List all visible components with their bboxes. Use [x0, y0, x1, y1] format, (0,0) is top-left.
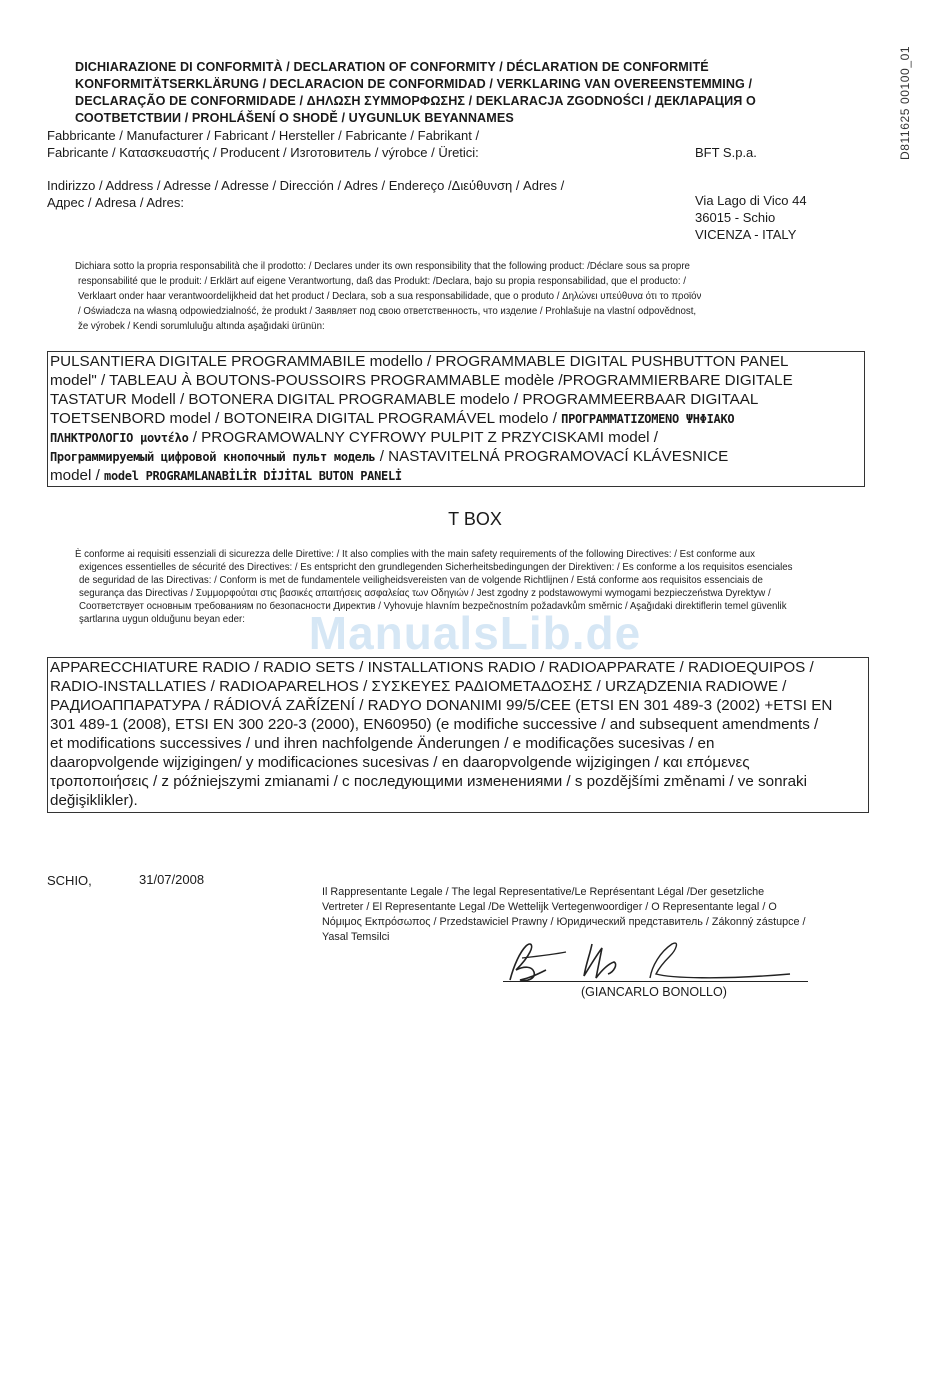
complies-line: segurança das Directivas / Συμμορφούται στις βασικές απαιτήσεις ασφαλείας των Οδηγιών / Jest zgodny z podstawowymi wymogami bezpieczeństwa Dyrektyw /	[79, 588, 771, 599]
product-line	[50, 409, 734, 429]
address-line: Via Lago di Vico 44	[695, 193, 807, 208]
declares-line: Verklaart onder haar verantwoordelijkheid dat het product / Declara, sob a sua responsabilidade, que o produto / Δηλώνει υπεύθυνα ότι το προϊόν	[78, 291, 702, 302]
product-line-russian: Программируемый цифровой кнопочный пульт модель	[50, 450, 376, 464]
representative-line: Il Rappresentante Legale / The legal Representative/Le Représentant Légal /Der gesetzliche	[322, 886, 765, 898]
place: SCHIO,	[47, 873, 92, 888]
declares-line: Dichiara sotto la propria responsabilità che il prodotto: / Declares under its own responsibility that the following product: /Déclare sous sa propre	[75, 261, 690, 272]
declares-line: / Oświadcza na własną odpowiedzialność, że produkt / Заявляет под свою ответственность, что изделие / Prohlašuje na vlastní odpovědnost,	[78, 306, 697, 317]
directive-line: RADIO-INSTALLATIES / RADIOAPARELHOS / ΣΥΣΚΕΥΕΣ ΡΑΔΙΟΜΕΤΑΔΟΣΗΣ / URZĄDZENIA RADIOWE /	[50, 678, 787, 695]
directive-line: 301 489-1 (2008), ETSI EN 300 220-3 (2000), EN60950) (e modifiche successive / and subsequent amendments /	[50, 716, 819, 733]
title-line: DECLARAÇÃO DE CONFORMIDADE / ΔΗΛΩΣΗ ΣΥΜΜΟΡΦΩΣΗΣ / DEKLARACJA ZGODNOŚCI / ДЕКЛАРАЦИЯ О	[75, 94, 756, 108]
manufacturer-label: Fabbricante / Manufacturer / Fabricant / Hersteller / Fabricante / Fabrikant /	[47, 128, 480, 143]
product-line: TASTATUR Modell / BOTONERA DIGITAL PROGRAMABLE modelo / PROGRAMMEERBAAR DIGITAAL	[50, 391, 759, 408]
directive-line: APPARECCHIATURE RADIO / RADIO SETS / INSTALLATIONS RADIO / RADIOAPPARATE / RADIOEQUIPOS /	[50, 659, 814, 676]
signatory-name: (GIANCARLO BONOLLO)	[581, 985, 727, 999]
signature-line	[503, 981, 808, 982]
title-line: СООТВЕТСТВИИ / PROHLÁŠENÍ O SHODĚ / UYGUNLUK BEYANNAMES	[75, 111, 514, 125]
document-code: D811625 00100_01	[898, 45, 912, 160]
directive-line: τροποποιήσεις / z późniejszymi zmianami / с последующими изменениями / s pozdějšími změnami / ve sonraki	[50, 773, 807, 790]
directive-line: değişiklikler).	[50, 792, 138, 809]
product-line-part: / NASTAVITELNÁ PROGRAMOVACÍ KLÁVESNICE	[375, 448, 729, 465]
product-line: PULSANTIERA DIGITALE PROGRAMMABILE modello / PROGRAMMABLE DIGITAL PUSHBUTTON PANEL	[50, 353, 789, 370]
product-line-greek: ΠΡΟΓΡΑΜΜΑΤΙΖΟΜΕΝΟ ΨΗΦΙΑΚΟ	[561, 412, 735, 426]
product-line-part: model /	[50, 467, 105, 484]
product-line	[50, 447, 728, 467]
complies-line: Соответствует основным требованиям по безопасности Директив / Vyhovuje hlavním bezpečnostním požadavkům směrnic / Aşağıdaki direktiflerin temel güvenlik	[79, 601, 787, 612]
directive-line: daaropvolgende wijzigingen/ y modificaciones sucesivas / en daaropvolgende wijzigingen / και επόμενες	[50, 754, 750, 771]
product-line-part: TOETSENBORD model / BOTONEIRA DIGITAL PROGRAMÁVEL modelo /	[50, 410, 562, 427]
product-line-greek: ΠΛΗΚΤΡΟΛΟΓΙΟ μοντέλο	[50, 431, 189, 445]
complies-line: de seguridad de las Directivas: / Conform is met de fundamentele veiligheidsvereisten van de volgende Richtlijnen / Está conforme aos requisitos essenciais de	[79, 575, 763, 586]
address-label: Indirizzo / Address / Adresse / Adresse / Dirección / Adres / Endereço /Διεύθυνση / Adres /	[47, 178, 565, 193]
address-line: 36015 - Schio	[695, 210, 776, 225]
complies-line: È conforme ai requisiti essenziali di sicurezza delle Direttive: / It also complies with the main safety requirements of the following Directives: / Est conforme aux	[75, 549, 756, 560]
declares-line: že výrobek / Kendi sorumluluğu altında aşağıdaki ürünün:	[78, 321, 325, 332]
product-line	[50, 466, 402, 486]
product-line-part: / PROGRAMOWALNY CYFROWY PULPIT Z PRZYCISKAMI model /	[188, 429, 658, 446]
address-line: VICENZA - ITALY	[695, 227, 797, 242]
watermark: ManualsLib.de	[308, 607, 642, 659]
directive-line: РАДИОАППАРАТУРА / RÁDIOVÁ ZAŘÍZENÍ / RADYO DONANIMI 99/5/CEE (ETSI EN 301 489-3 (2002) +ETSI EN	[50, 697, 833, 714]
directives-box	[47, 657, 869, 813]
manufacturer-name: BFT S.p.a.	[695, 145, 757, 160]
product-name: T BOX	[448, 509, 502, 529]
product-line: model" / TABLEAU À BOUTONS-POUSSOIRS PROGRAMMABLE modèle /PROGRAMMIERBARE DIGITALE	[50, 372, 793, 389]
date: 31/07/2008	[139, 872, 205, 887]
directive-line: et modifications successives / und ihren nachfolgende Änderungen / e modificações sucesivas / en	[50, 735, 715, 752]
title-line: DICHIARAZIONE DI CONFORMITÀ / DECLARATION OF CONFORMITY / DÉCLARATION DE CONFORMITÉ	[75, 60, 709, 74]
complies-line: exigences essentielles de sécurité des Directives: / Es entspricht den grundlegenden Sicherheitsbedingungen der Direktiven: / Es conforme a los requisitos esenciales	[79, 562, 793, 573]
address-label: Адрес / Adresa / Adres:	[47, 195, 184, 210]
declares-line: responsabilité que le produit: / Erklärt auf eigene Verantwortung, daß das Produkt: /Declara, bajo su propia responsabilidad, que el producto: /	[78, 276, 686, 287]
title-line: KONFORMITÄTSERKLÄRUNG / DECLARACION DE CONFORMIDAD / VERKLARING VAN OVEREENSTEMMING /	[75, 77, 753, 91]
product-line	[50, 428, 658, 448]
representative-line: Vertreter / El Representante Legal /De Wettelijk Vertegenwoordiger / O Representante legal / O	[322, 901, 777, 913]
product-description-box	[47, 351, 865, 487]
manufacturer-label: Fabricante / Κατασκευαστής / Producent / Изготовитель / výrobce / Üretici:	[47, 145, 479, 160]
representative-line: Yasal Temsilci	[322, 931, 390, 943]
complies-line: şartlarına uygun olduğunu beyan eder:	[79, 614, 245, 625]
product-line-turkish: model PROGRAMLANABİLİR DİJİTAL BUTON PANELİ	[104, 469, 402, 483]
representative-line: Νόμιμος Εκπρόσωπος / Przedstawiciel Prawny / Юридический представитель / Zákonný zástupce /	[322, 916, 806, 928]
